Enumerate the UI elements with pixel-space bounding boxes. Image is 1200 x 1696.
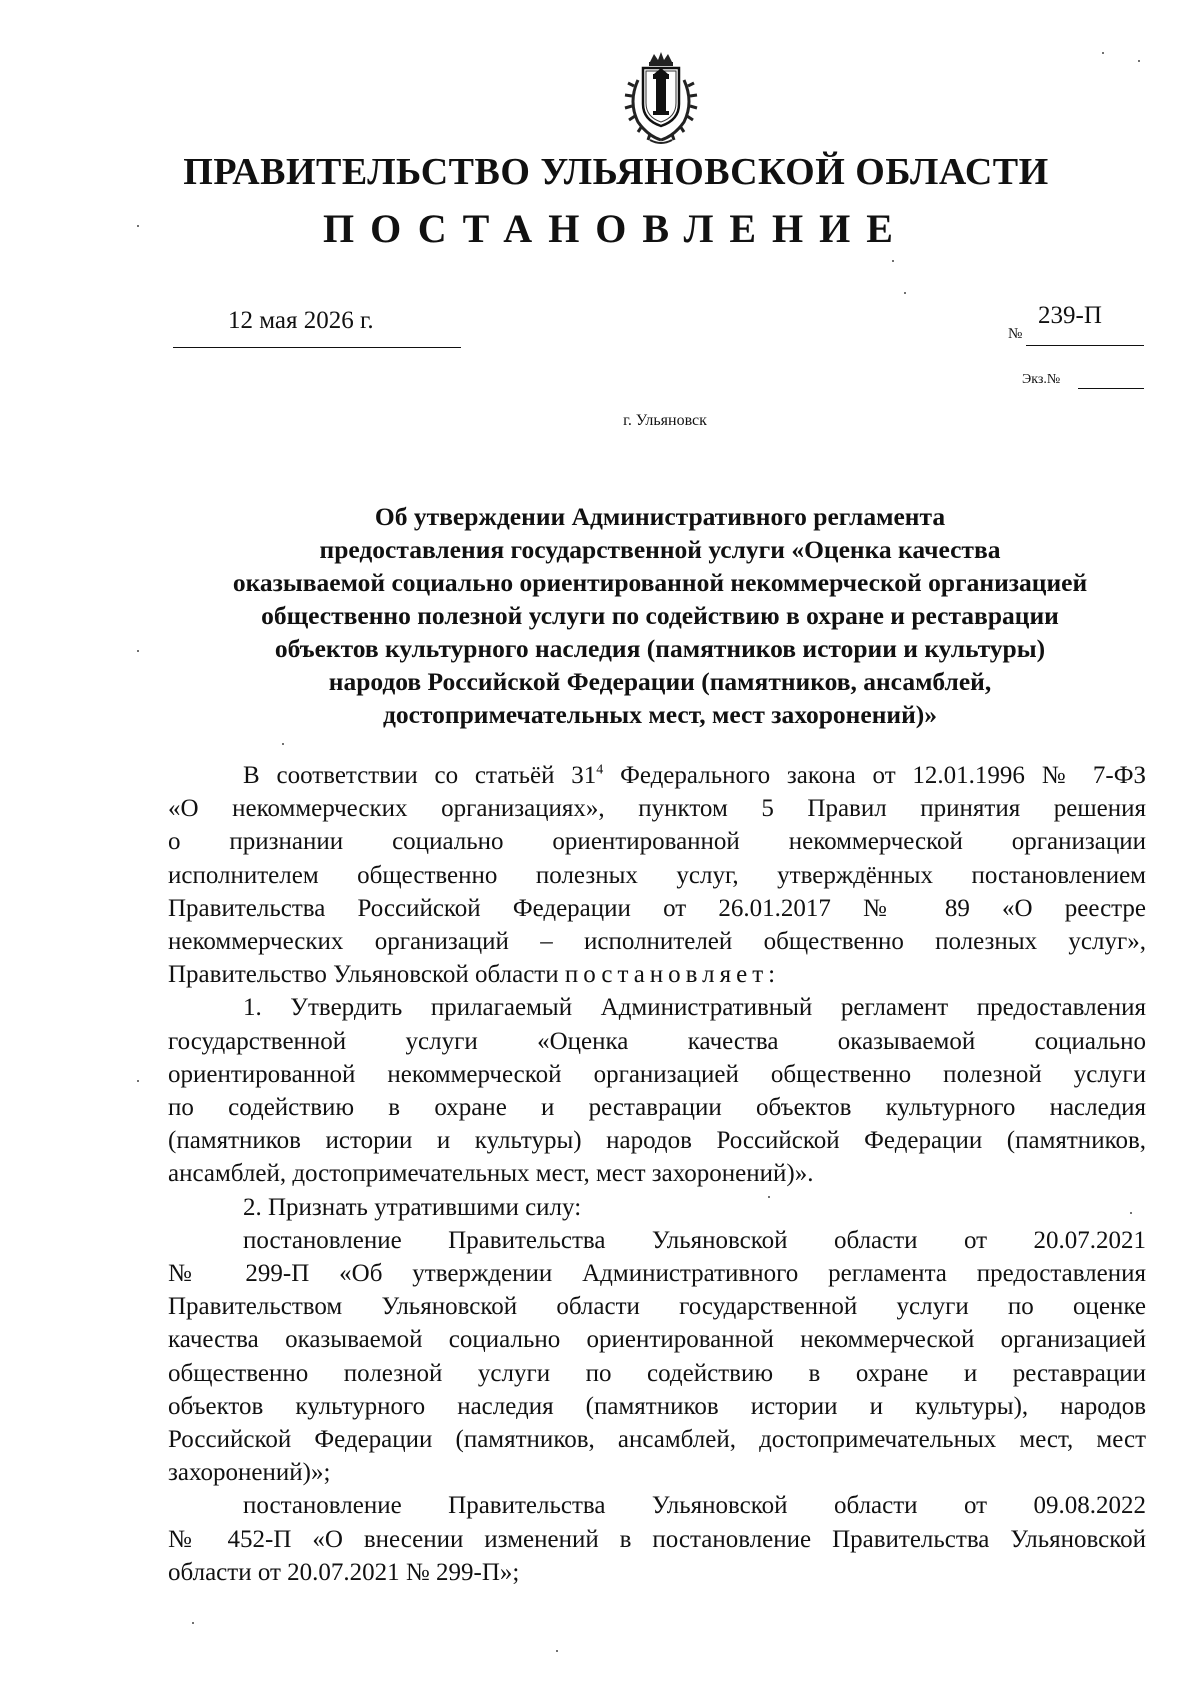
- item-2b-line: области от 20.07.2021 № 299-П»;: [168, 1558, 520, 1586]
- item-2a-line: объектов культурного наследия (памятников истории и культуры), народов: [168, 1392, 1146, 1420]
- copy-underline: [1078, 388, 1144, 389]
- document-body: [168, 759, 1146, 1589]
- item-1-line: ориентированной некоммерческой организацией общественно полезной услуги: [168, 1060, 1146, 1088]
- scan-speck: [137, 1080, 139, 1082]
- item-1-line: (памятников истории и культуры) народов Российской Федерации (памятников,: [168, 1127, 1146, 1155]
- preamble-line: Правительство Ульяновской области постановляет:: [168, 961, 781, 989]
- preamble-line: некоммерческих организаций – исполнителей общественно полезных услуг»,: [168, 928, 1146, 956]
- item-2a-line: качества оказываемой социально ориентированной некоммерческой организацией: [168, 1326, 1146, 1354]
- item-2a-line: общественно полезной услуги по содействию в охране и реставрации: [168, 1359, 1146, 1387]
- scan-speck: [137, 225, 139, 227]
- heading-line: народов Российской Федерации (памятников, ансамблей,: [328, 667, 992, 696]
- government-title: ПРАВИТЕЛЬСТВО УЛЬЯНОВСКОЙ ОБЛАСТИ: [183, 151, 1049, 193]
- number-sign: №: [1008, 326, 1023, 342]
- item-2a-line: Правительством Ульяновской области государственной услуги по оценке: [168, 1293, 1146, 1321]
- copy-label: Экз.№: [1022, 372, 1061, 387]
- city: г. Ульяновск: [623, 412, 707, 429]
- document-number: 239-П: [1038, 302, 1102, 329]
- scan-speck: [1130, 1212, 1132, 1214]
- heading-line: оказываемой социально ориентированной некоммерческой организацией: [232, 568, 1088, 597]
- scan-speck: [137, 650, 139, 652]
- preamble-line: исполнителем общественно полезных услуг, утверждённых постановлением: [168, 861, 1146, 889]
- heading-line: Об утверждении Административного регламента: [374, 502, 946, 531]
- document-date: 12 мая 2026 г.: [228, 307, 374, 334]
- scan-speck: [904, 292, 906, 294]
- item-2a-line: Российской Федерации (памятников, ансамблей, достопримечательных мест, мест: [168, 1426, 1146, 1454]
- scan-speck: [556, 1650, 558, 1652]
- scan-speck: [1138, 60, 1140, 62]
- preamble-line: «О некоммерческих организациях», пунктом 5 Правил принятия решения: [168, 795, 1146, 823]
- item-2b-line: постановление Правительства Ульяновской области от 09.08.2022: [243, 1492, 1146, 1520]
- heading-line: достопримечательных мест, мест захоронений)»: [382, 700, 938, 729]
- scan-speck: [768, 1196, 770, 1198]
- heading-line: объектов культурного наследия (памятников истории и культуры): [274, 634, 1046, 663]
- preamble-line: В соответствии со статьёй $31^4$ Федерального закона от 12.01.1996 № 7-ФЗ: [243, 762, 1146, 789]
- scan-speck: [1102, 52, 1104, 54]
- heading-line: общественно полезной услуги по содействию в охране и реставрации: [261, 601, 1059, 630]
- preamble-line: Правительства Российской Федерации от 26.01.2017 № 89 «О реестре: [168, 894, 1146, 922]
- scan-speck: [192, 1622, 194, 1624]
- item-2a-line: захоронений)»;: [168, 1459, 331, 1487]
- item-1-line: 1. Утвердить прилагаемый Административный регламент предоставления: [243, 994, 1146, 1022]
- document-heading: [175, 500, 1145, 731]
- item-1-line: по содействию в охране и реставрации объектов культурного наследия: [168, 1094, 1146, 1122]
- item-2a-paragraph: [168, 1224, 1146, 1490]
- coat-of-arms-icon: [620, 50, 702, 146]
- preamble-paragraph: [168, 759, 1146, 991]
- scan-speck: [282, 743, 284, 745]
- item-2b-line: № 452-П «О внесении изменений в постановление Правительства Ульяновской: [168, 1525, 1146, 1553]
- date-underline: [173, 347, 461, 348]
- number-underline: [1026, 345, 1144, 346]
- scan-speck: [892, 260, 894, 262]
- document-type: ПОСТАНОВЛЕНИЕ: [323, 206, 909, 251]
- item-1-line: ансамблей, достопримечательных мест, мест захоронений)».: [168, 1160, 814, 1188]
- item-2b-paragraph: [168, 1489, 1146, 1589]
- item-1-paragraph: [168, 991, 1146, 1190]
- item-2-title: 2. Признать утратившими силу:: [243, 1193, 582, 1221]
- item-2a-line: постановление Правительства Ульяновской области от 20.07.2021: [243, 1226, 1146, 1254]
- item-2a-line: № 299-П «Об утверждении Административного регламента предоставления: [168, 1260, 1146, 1288]
- heading-line: предоставления государственной услуги «Оценка качества: [319, 535, 1001, 564]
- item-1-line: государственной услуги «Оценка качества оказываемой социально: [168, 1027, 1146, 1055]
- preamble-line: о признании социально ориентированной некоммерческой организации: [168, 828, 1146, 856]
